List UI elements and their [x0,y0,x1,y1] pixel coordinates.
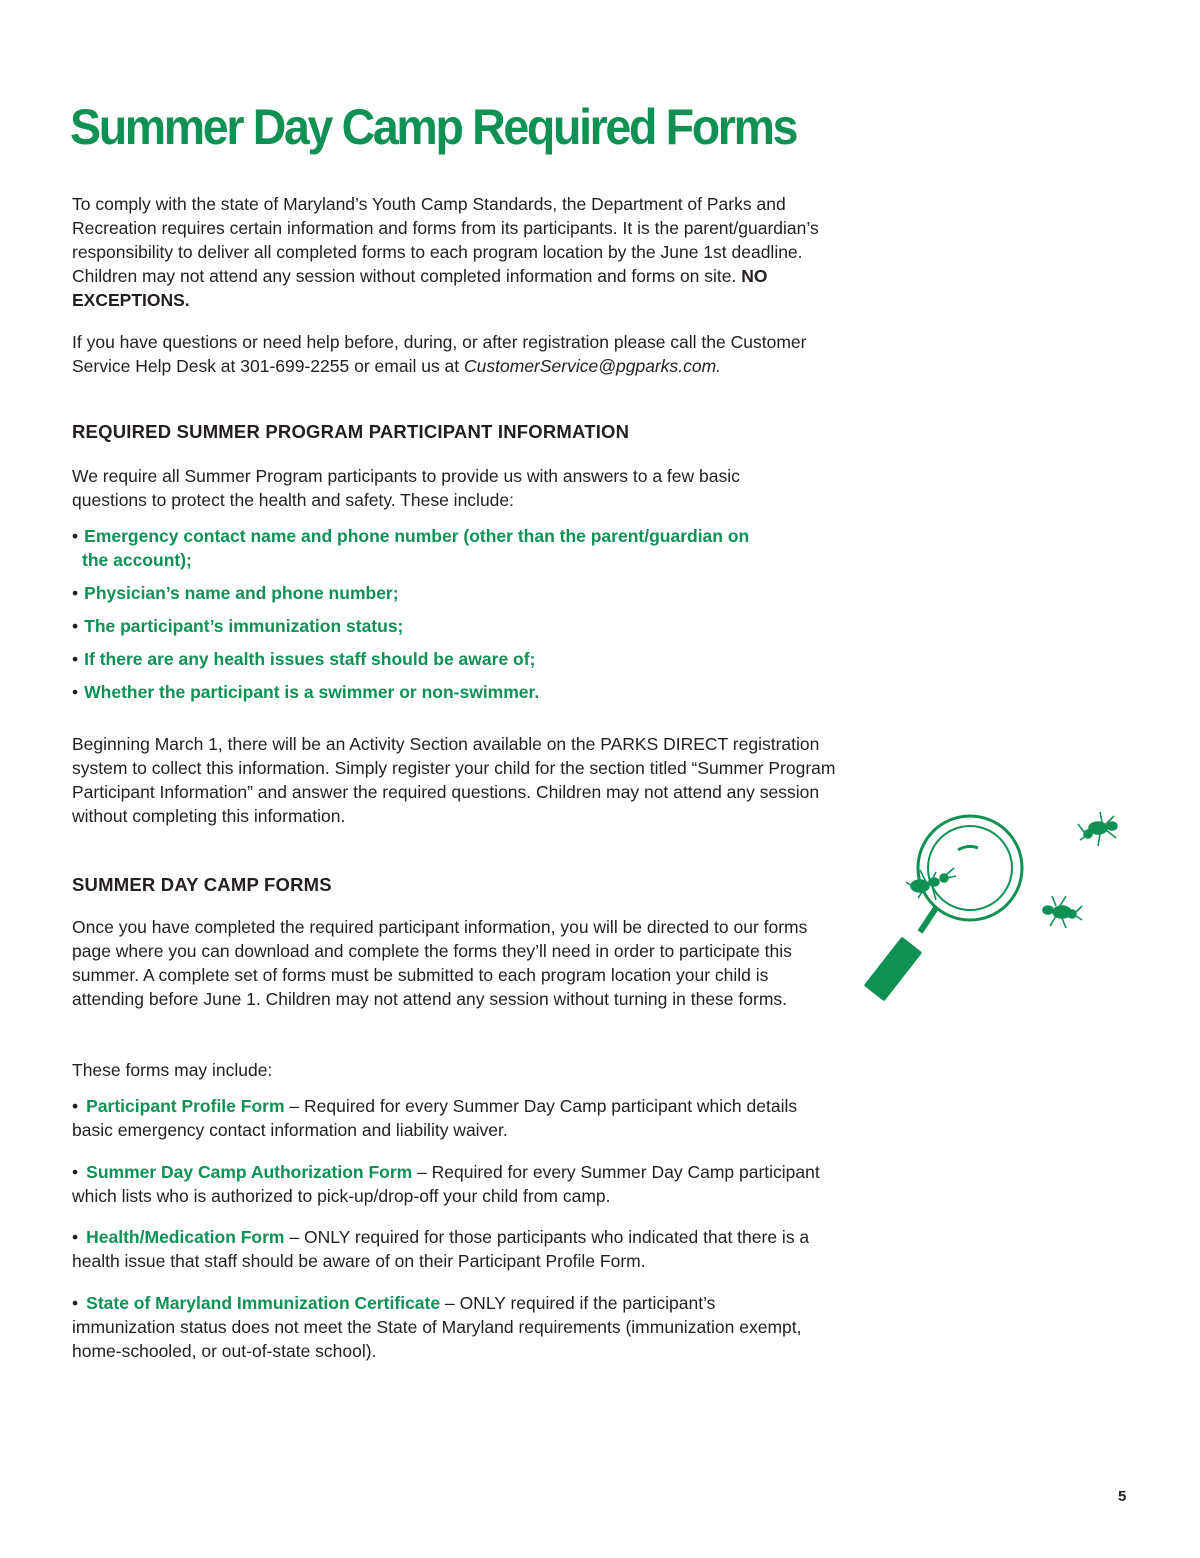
form-name[interactable]: State of Maryland Immunization Certificate [86,1293,441,1313]
form-item-participant-profile: • Participant Profile Form – Required for every Summer Day Camp participant which details basic emergency contact information and liability waiver. [72,1096,798,1140]
list-item: • The participant’s immunization status; [72,616,404,636]
intro-text: To comply with the state of Maryland’s Youth Camp Standards, the Department of Parks and Recreation requires certain information and forms from its participants. It is the parent/guardian’s responsibility to deliver all completed forms to each program location by the June 1st deadline. Children may not attend any session without completed information and forms on site. [72,194,819,286]
participant-info-list [72,524,752,704]
page-number: 5 [1118,1488,1127,1505]
help-paragraph [72,330,842,378]
participant-info-heading: REQUIRED SUMMER PROGRAM PARTICIPANT INFORMATION [72,421,630,442]
form-item-authorization: • Summer Day Camp Authorization Form – Required for every Summer Day Camp participant which lists who is authorized to pick-up/drop-off your child from camp. [72,1162,820,1206]
form-item-immunization: • State of Maryland Immunization Certificate – ONLY required if the participant’s immunization status does not meet the State of Maryland requirements (immunization exempt, home-schooled, or out-of-state school). [72,1293,802,1361]
list-item: • If there are any health issues staff should be aware of; [72,649,536,669]
magnifying-glass-ants-icon [860,800,1130,1010]
form-name[interactable]: Summer Day Camp Authorization Form [86,1162,413,1182]
list-item: • Physician’s name and phone number; [72,583,399,603]
page-title: Summer Day Camp Required Forms [70,99,797,155]
help-text: If you have questions or need help before, during, or after registration please call the Customer Service Help Desk at 301-699-2255 or email us at [72,332,807,376]
form-item-health-medication: • Health/Medication Form – ONLY required for those participants who indicated that there is a health issue that staff should be aware of on their Participant Profile Form. [72,1227,810,1271]
form-name[interactable]: Participant Profile Form [86,1096,285,1116]
camp-forms-heading: SUMMER DAY CAMP FORMS [72,874,332,895]
camp-forms-intro: Once you have completed the required participant information, you will be directed to our forms page where you can download and complete the forms they’ll need in order to participate this summer. A complete set of forms must be submitted to each program location your child is attending before June 1. Children may not attend any session without turning in these forms. [72,917,808,1009]
list-item: • Emergency contact name and phone number (other than the parent/guardian on the account); [72,526,750,570]
intro-emphasis: NO EXCEPTIONS. [72,266,768,310]
forms-list-intro: These forms may include: [72,1060,273,1080]
form-name[interactable]: Health/Medication Form [86,1227,285,1247]
participant-info-closing: Beginning March 1, there will be an Activity Section available on the PARKS DIRECT registration system to collect this information. Simply register your child for the section titled “Summer Program Participant Information” and answer the required questions. Children may not attend any session without completing this information. [72,734,836,826]
participant-info-intro: We require all Summer Program participants to provide us with answers to a few basic questions to protect the health and safety. These include: [72,466,740,510]
help-email[interactable]: CustomerService@pgparks.com. [464,356,722,376]
intro-paragraph [72,192,842,312]
list-item: • Whether the participant is a swimmer or non-swimmer. [72,682,540,702]
